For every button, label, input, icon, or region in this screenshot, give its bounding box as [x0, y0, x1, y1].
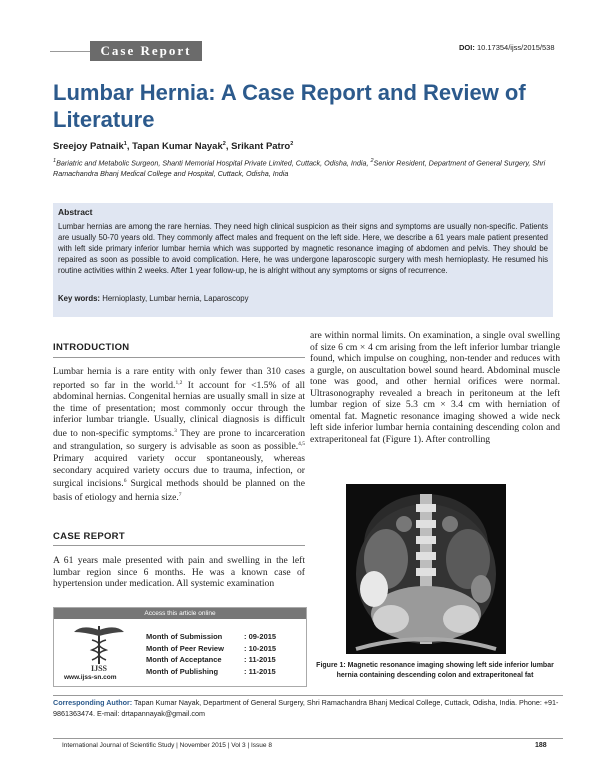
access-box	[53, 607, 307, 687]
date-row	[146, 631, 302, 643]
date-label: Month of Acceptance	[146, 655, 222, 664]
case-heading: CASE REPORT	[53, 531, 125, 542]
doi[interactable]	[459, 43, 555, 52]
intro-heading: INTRODUCTION	[53, 342, 130, 353]
access-heading: Access this article online	[54, 608, 306, 619]
date-value: : 11-2015	[244, 666, 276, 676]
intro-text: Lumbar hernia is a rare entity with only fewer than 310 cases reported so far in the world.	[53, 366, 305, 391]
intro-text: It account for <1.5% of all abdominal hernias. Congenital hernias are usually small in size at the time of presentation; most commonly occur through the inferior lumbar triangle. Usually, clinical diagnosis is difficult due to non-specific symptoms.	[53, 379, 305, 439]
article-title: Lumbar Hernia: A Case Report and Review of Literature	[53, 80, 526, 132]
affil-sup: 1	[53, 158, 57, 164]
case-paragraph-2: are within normal limits. On examination, a single oval swelling of size 6 cm × 4 cm arising from the left inferior lumbar triangle found, which impulse on coughing, non-tender and reduces with a gurgle, on auscultation bowel sound heard. Abdominal muscle tone was good, and other hernial orifices were normal. Ultrasonography revealed a breach in peritoneum at the left lumbar region of size 5.3 cm × 3.4 cm with herniation of omental fat. Magnetic resonance imaging showed a wide neck left side inferior lumbar hernia containing descending colon and extraperitoneal fat (Figure 1). After controlling	[310, 330, 560, 445]
affil-sup: 2	[370, 158, 374, 164]
journal-website[interactable]: www.ijss-sn.com	[64, 674, 117, 681]
citation: 4,5	[298, 441, 305, 448]
abstract-box	[53, 203, 553, 317]
intro-text: Primary acquired variety occur spontaneously, whereas secondary acquired variety occurs due to trauma, infection, or surgical incisions.	[53, 453, 305, 490]
affiliations	[53, 156, 553, 179]
footer-rule	[53, 738, 563, 739]
citation: 3	[174, 427, 177, 434]
corr-text: Tapan Kumar Nayak, Department of General Surgery, Shri Ramachandra Bhanj Medical College, Cuttack, Odisha, India. Phone: +91-9861363474. E-mail: drtapannayak@gmail.com	[53, 698, 559, 718]
date-label: Month of Submission	[146, 632, 223, 641]
date-row	[146, 643, 302, 655]
date-value: : 11-2015	[244, 655, 276, 664]
mri-figure	[346, 484, 506, 654]
author-list: Sreejoy Patnaik$^1$, Tapan Kumar Nayak$^2$, Srikant Patro$^2$	[53, 141, 294, 153]
journal-logo	[62, 622, 136, 672]
date-label: Month of Publishing	[146, 666, 219, 676]
doi-label: DOI:	[459, 43, 475, 52]
date-value: : 09-2015	[244, 632, 277, 641]
author-name: Sreejoy Patnaik	[53, 141, 124, 153]
citation: 1,2	[175, 379, 183, 386]
header-rule	[50, 51, 90, 52]
date-value: : 10-2015	[244, 643, 277, 653]
date-row	[146, 654, 302, 666]
citation: 7	[178, 491, 182, 498]
logo-text: IJSS	[90, 664, 108, 672]
journal-footer: International Journal of Scientific Study | November 2015 | Vol 3 | Issue 8	[62, 742, 272, 749]
intro-text: Surgical methods should be planned on the basis of etiology and hernia size.	[53, 478, 305, 503]
corresponding-author	[53, 698, 563, 719]
abstract-text: Lumbar hernias are among the rare hernias. They need high clinical suspicion as their signs and symptoms are usually non-specific. Patients are usually 50-70 years old. They commonly affect males and frequent on the left side. Here, we describe a 61 years male patient presented with left side primary inferior lumbar hernia which was supported by magnetic resonance imaging of abdomen and pelvis. They should be repaired as soon as possible to avoid complication. Here, he was undergone laparoscopic surgery with mesh hernioplasty. He resumed his routine activities within 2 weeks. After 1 year follow-up, he is alright without any symptoms or signs of recurrence.	[58, 222, 548, 275]
keywords-value: Hernioplasty, Lumbar hernia, Laparoscopy	[102, 294, 249, 303]
intro-rule	[53, 357, 305, 358]
caduceus-icon	[62, 622, 136, 672]
mri-image	[346, 484, 506, 654]
figure-caption: Figure 1: Magnetic resonance imaging showing left side inferior lumbar hernia containing descending colon and extraperitoneal fat	[316, 662, 554, 679]
affil-text: Bariatric and Metabolic Surgeon, Shanti Memorial Hospital Private Limited, Cuttack, Odisha, India,	[56, 158, 371, 168]
keywords	[58, 294, 249, 303]
author-sup: 1	[123, 141, 127, 147]
author-name: Srikant Patro	[231, 141, 291, 153]
case-paragraph-1: A 61 years male presented with pain and swelling in the left lumbar region since 6 months. He was a known case of hypertension under medication. All systemic examination	[53, 555, 305, 589]
author-sup: 2	[222, 141, 226, 147]
case-rule	[53, 545, 305, 546]
date-row	[146, 666, 302, 678]
citation: 6	[123, 478, 127, 485]
intro-paragraph	[53, 366, 305, 503]
author-sup: 2	[290, 141, 294, 147]
corr-rule	[53, 695, 563, 696]
page-number: 188	[535, 742, 547, 749]
corr-label: Corresponding Author:	[53, 698, 133, 707]
section-tag: Case Report	[90, 41, 202, 61]
doi-value: 10.17354/ijss/2015/538	[476, 43, 555, 52]
date-label: Month of Peer Review	[146, 643, 224, 653]
abstract-heading: Abstract	[58, 207, 93, 217]
keywords-label: Key words:	[58, 294, 101, 303]
author-name: Tapan Kumar Nayak	[132, 141, 223, 153]
publication-dates	[146, 631, 302, 677]
intro-text: They are prone to incarceration and strangulation, so surgery is advisable as soon as possible.	[53, 427, 305, 453]
affil-text: Senior Resident, Department of General Surgery, Shri Ramachandra Bhanj Medical College and Hospital, Cuttack, Odisha, India	[53, 158, 546, 179]
